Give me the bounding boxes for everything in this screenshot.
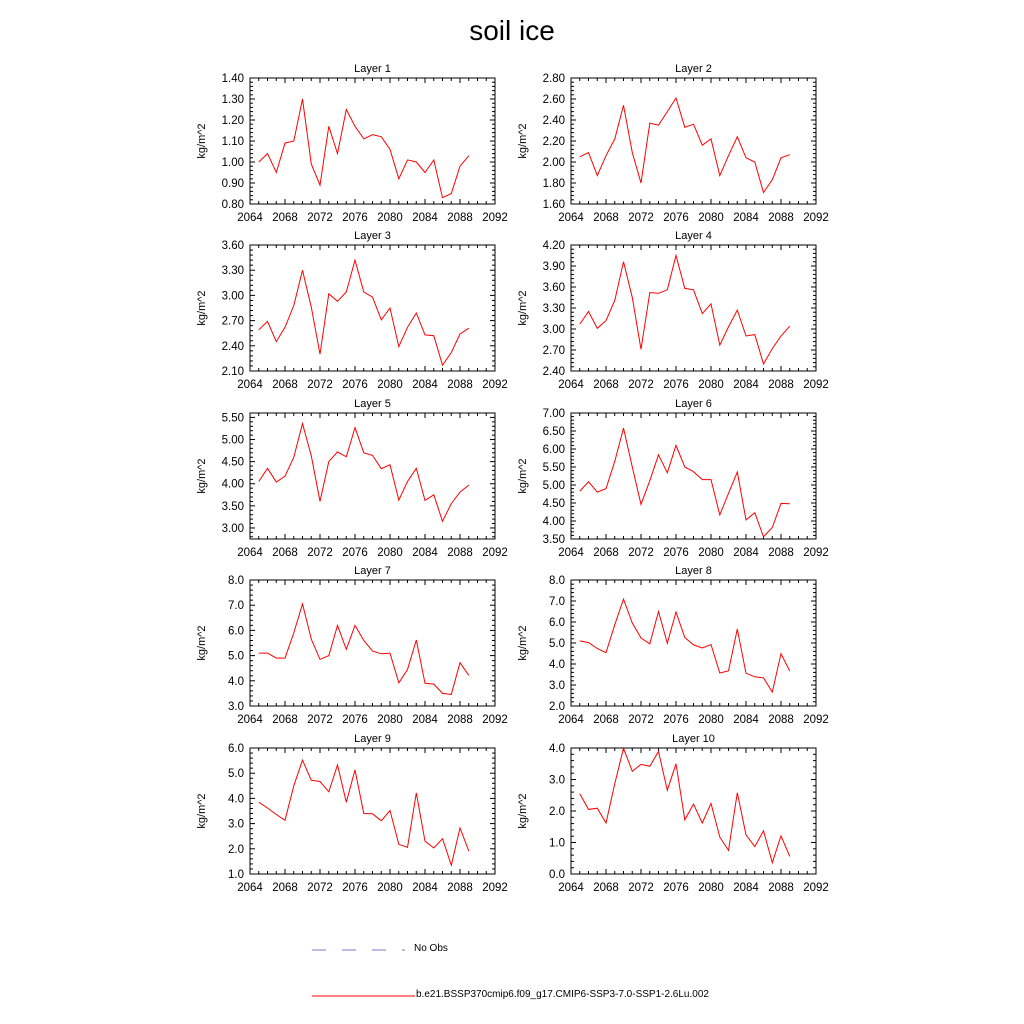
x-tick-label: 2068	[272, 212, 298, 224]
y-tick-label: 2.40	[542, 115, 565, 127]
chart-panel-1	[196, 63, 508, 224]
figure-title: soil ice	[469, 15, 555, 46]
legend-label-no-obs: No Obs	[414, 943, 448, 954]
x-tick-label: 2076	[342, 379, 368, 391]
x-tick-label: 2072	[307, 547, 333, 559]
x-tick-label: 2068	[593, 547, 619, 559]
x-tick-label: 2072	[628, 547, 654, 559]
y-tick-label: 4.00	[542, 516, 565, 528]
x-tick-label: 2088	[447, 212, 473, 224]
y-tick-label: 3.0	[549, 774, 565, 787]
x-tick-label: 2092	[482, 714, 508, 726]
x-tick-label: 2084	[733, 714, 759, 726]
y-tick-label: 4.00	[221, 478, 244, 491]
plot-frame	[250, 245, 495, 371]
series-line	[580, 256, 790, 365]
y-tick-label: 5.0	[228, 650, 244, 663]
x-tick-label: 2076	[342, 714, 368, 726]
panel-title: Layer 2	[675, 63, 712, 75]
y-tick-label: 4.20	[542, 240, 565, 252]
y-tick-label: 4.0	[549, 743, 565, 755]
series-line	[259, 424, 469, 522]
x-tick-label: 2084	[412, 547, 438, 559]
y-axis-label: kg/m^2	[517, 290, 529, 326]
x-tick-label: 2092	[803, 379, 829, 391]
y-tick-label: 3.90	[542, 261, 565, 273]
y-tick-label: 3.00	[542, 324, 565, 336]
x-tick-label: 2072	[307, 882, 333, 894]
x-tick-label: 2092	[482, 547, 508, 559]
y-tick-label: 2.0	[549, 806, 565, 818]
y-tick-label: 6.0	[549, 617, 565, 629]
plot-frame	[250, 748, 495, 874]
y-tick-label: 4.0	[228, 793, 244, 806]
series-line	[259, 260, 469, 365]
x-tick-label: 2088	[447, 882, 473, 894]
chart-panel-8	[517, 565, 829, 726]
series-line	[580, 428, 790, 537]
series-line	[580, 748, 790, 862]
panel-title: Layer 1	[354, 63, 391, 75]
x-tick-label: 2068	[593, 714, 619, 726]
x-tick-label: 2072	[307, 212, 333, 224]
y-axis-label: kg/m^2	[517, 793, 529, 829]
x-tick-label: 2064	[237, 212, 263, 224]
x-tick-label: 2068	[272, 714, 298, 726]
x-tick-label: 2072	[628, 212, 654, 224]
y-tick-label: 6.0	[228, 743, 244, 755]
x-tick-label: 2092	[482, 882, 508, 894]
y-tick-label: 3.60	[221, 240, 244, 252]
y-tick-label: 2.80	[542, 73, 565, 85]
x-tick-label: 2076	[663, 882, 689, 894]
y-tick-label: 7.00	[542, 408, 565, 420]
panel-title: Layer 5	[354, 398, 391, 410]
y-tick-label: 3.60	[542, 282, 565, 294]
y-tick-label: 4.0	[549, 659, 565, 671]
y-tick-label: 2.40	[542, 366, 565, 378]
x-tick-label: 2080	[698, 547, 724, 559]
chart-panel-4	[517, 230, 829, 391]
y-tick-label: 1.40	[221, 73, 244, 85]
y-tick-label: 2.70	[542, 345, 565, 357]
panel-title: Layer 3	[354, 230, 391, 242]
x-tick-label: 2092	[803, 882, 829, 894]
y-tick-label: 1.10	[221, 136, 244, 148]
plot-frame	[571, 580, 816, 706]
x-tick-label: 2084	[733, 379, 759, 391]
x-tick-label: 2076	[342, 882, 368, 894]
x-tick-label: 2068	[593, 882, 619, 894]
chart-panel-10	[517, 733, 829, 894]
y-tick-label: 5.0	[228, 768, 244, 781]
y-tick-label: 2.70	[221, 315, 244, 328]
y-axis-label: kg/m^2	[196, 625, 208, 661]
y-axis-label: kg/m^2	[196, 290, 208, 326]
x-tick-label: 2064	[237, 882, 263, 894]
x-tick-label: 2068	[272, 379, 298, 391]
series-line	[580, 98, 790, 193]
y-tick-label: 4.50	[542, 498, 565, 510]
x-tick-label: 2068	[593, 379, 619, 391]
x-tick-label: 2076	[663, 379, 689, 391]
x-tick-label: 2072	[307, 379, 333, 391]
x-tick-label: 2072	[628, 714, 654, 726]
y-tick-label: 5.00	[542, 480, 565, 492]
y-tick-label: 2.10	[221, 366, 244, 378]
panel-title: Layer 7	[354, 565, 391, 577]
y-tick-label: 5.00	[221, 434, 244, 447]
x-tick-label: 2088	[447, 379, 473, 391]
x-tick-label: 2072	[628, 882, 654, 894]
x-tick-label: 2092	[482, 379, 508, 391]
y-axis-label: kg/m^2	[517, 625, 529, 661]
panel-title: Layer 9	[354, 733, 391, 745]
x-tick-label: 2084	[412, 379, 438, 391]
y-tick-label: 8.0	[549, 575, 565, 587]
plot-frame	[250, 580, 495, 706]
x-tick-label: 2092	[803, 714, 829, 726]
y-tick-label: 3.0	[228, 701, 244, 713]
x-tick-label: 2080	[377, 714, 403, 726]
y-tick-label: 2.60	[542, 94, 565, 106]
chart-panel-6	[517, 398, 829, 559]
y-tick-label: 7.0	[228, 600, 244, 613]
y-tick-label: 0.80	[221, 199, 244, 211]
x-tick-label: 2080	[377, 212, 403, 224]
legend-item-case	[310, 989, 830, 1003]
x-tick-label: 2080	[698, 379, 724, 391]
x-tick-label: 2084	[412, 882, 438, 894]
y-tick-label: 6.50	[542, 426, 565, 438]
y-tick-label: 3.30	[542, 303, 565, 315]
y-tick-label: 1.60	[542, 199, 565, 211]
series-line	[259, 604, 469, 695]
series-line	[259, 99, 469, 198]
x-tick-label: 2076	[663, 547, 689, 559]
y-tick-label: 7.0	[549, 596, 565, 608]
x-tick-label: 2080	[377, 547, 403, 559]
plot-frame	[571, 78, 816, 204]
plot-frame	[571, 413, 816, 539]
y-axis-label: kg/m^2	[196, 458, 208, 494]
y-tick-label: 1.00	[221, 157, 244, 169]
x-tick-label: 2080	[698, 714, 724, 726]
x-tick-label: 2068	[593, 212, 619, 224]
x-tick-label: 2084	[733, 212, 759, 224]
y-tick-label: 3.50	[221, 500, 244, 513]
x-tick-label: 2068	[272, 882, 298, 894]
y-tick-label: 3.00	[221, 290, 244, 303]
x-tick-label: 2088	[768, 212, 794, 224]
x-tick-label: 2068	[272, 547, 298, 559]
panel-title: Layer 8	[675, 565, 712, 577]
x-tick-label: 2088	[768, 882, 794, 894]
y-tick-label: 3.30	[221, 265, 244, 278]
y-tick-label: 3.0	[549, 680, 565, 692]
plot-frame	[571, 245, 816, 371]
y-axis-label: kg/m^2	[517, 123, 529, 159]
y-tick-label: 3.50	[542, 534, 565, 546]
x-tick-label: 2088	[447, 714, 473, 726]
y-tick-label: 1.0	[228, 869, 244, 881]
chart-panel-9	[196, 733, 508, 894]
y-tick-label: 5.50	[542, 462, 565, 474]
y-tick-label: 5.0	[549, 638, 565, 650]
x-tick-label: 2072	[307, 714, 333, 726]
x-tick-label: 2092	[482, 212, 508, 224]
chart-panel-7	[196, 565, 508, 726]
y-axis-label: kg/m^2	[517, 458, 529, 494]
x-tick-label: 2064	[558, 547, 584, 559]
plot-frame	[250, 78, 495, 204]
x-tick-label: 2080	[698, 882, 724, 894]
x-tick-label: 2076	[342, 547, 368, 559]
y-tick-label: 2.0	[228, 843, 244, 856]
y-tick-label: 1.20	[221, 115, 244, 127]
y-tick-label: 5.50	[221, 412, 244, 425]
series-line	[580, 599, 790, 692]
y-tick-label: 3.0	[228, 818, 244, 831]
x-tick-label: 2064	[558, 379, 584, 391]
x-tick-label: 2064	[237, 547, 263, 559]
y-tick-label: 2.0	[549, 701, 565, 713]
y-tick-label: 1.0	[549, 837, 565, 850]
panel-title: Layer 6	[675, 398, 712, 410]
y-tick-label: 1.80	[542, 178, 565, 190]
x-tick-label: 2092	[803, 212, 829, 224]
x-tick-label: 2064	[558, 882, 584, 894]
plot-frame	[250, 413, 495, 539]
x-tick-label: 2084	[412, 212, 438, 224]
legend-swatch-no-obs	[310, 943, 405, 957]
x-tick-label: 2072	[628, 379, 654, 391]
x-tick-label: 2084	[733, 882, 759, 894]
x-tick-label: 2080	[698, 212, 724, 224]
legend-swatch-case	[310, 989, 415, 1003]
y-axis-label: kg/m^2	[196, 123, 208, 159]
x-tick-label: 2080	[377, 379, 403, 391]
x-tick-label: 2084	[733, 547, 759, 559]
panel-title: Layer 4	[675, 230, 712, 242]
y-tick-label: 8.0	[228, 575, 244, 587]
chart-panel-5	[196, 398, 508, 559]
x-tick-label: 2064	[558, 212, 584, 224]
y-tick-label: 3.00	[221, 522, 244, 535]
y-axis-label: kg/m^2	[196, 793, 208, 829]
x-tick-label: 2092	[803, 547, 829, 559]
x-tick-label: 2080	[377, 882, 403, 894]
x-tick-label: 2064	[237, 379, 263, 391]
x-tick-label: 2064	[558, 714, 584, 726]
chart-panel-2	[517, 63, 829, 224]
x-tick-label: 2088	[768, 547, 794, 559]
y-tick-label: 2.20	[542, 136, 565, 148]
x-tick-label: 2076	[663, 714, 689, 726]
y-tick-label: 6.00	[542, 444, 565, 456]
legend-item-no-obs	[310, 943, 710, 957]
x-tick-label: 2084	[412, 714, 438, 726]
legend-label-case: b.e21.BSSP370cmip6.f09_g17.CMIP6-SSP3-7.0-SSP1-2.6Lu.002	[416, 989, 709, 1000]
plot-frame	[571, 748, 816, 874]
x-tick-label: 2088	[768, 379, 794, 391]
y-tick-label: 1.30	[221, 94, 244, 106]
y-tick-label: 2.00	[542, 157, 565, 169]
series-line	[259, 760, 469, 865]
panel-title: Layer 10	[672, 733, 715, 745]
chart-panel-3	[196, 230, 508, 391]
y-tick-label: 0.90	[221, 178, 244, 190]
y-tick-label: 0.0	[549, 869, 565, 881]
x-tick-label: 2076	[342, 212, 368, 224]
y-tick-label: 4.0	[228, 675, 244, 688]
x-tick-label: 2076	[663, 212, 689, 224]
y-tick-label: 4.50	[221, 456, 244, 469]
y-tick-label: 2.40	[221, 340, 244, 353]
x-tick-label: 2088	[447, 547, 473, 559]
x-tick-label: 2088	[768, 714, 794, 726]
x-tick-label: 2064	[237, 714, 263, 726]
y-tick-label: 6.0	[228, 625, 244, 638]
